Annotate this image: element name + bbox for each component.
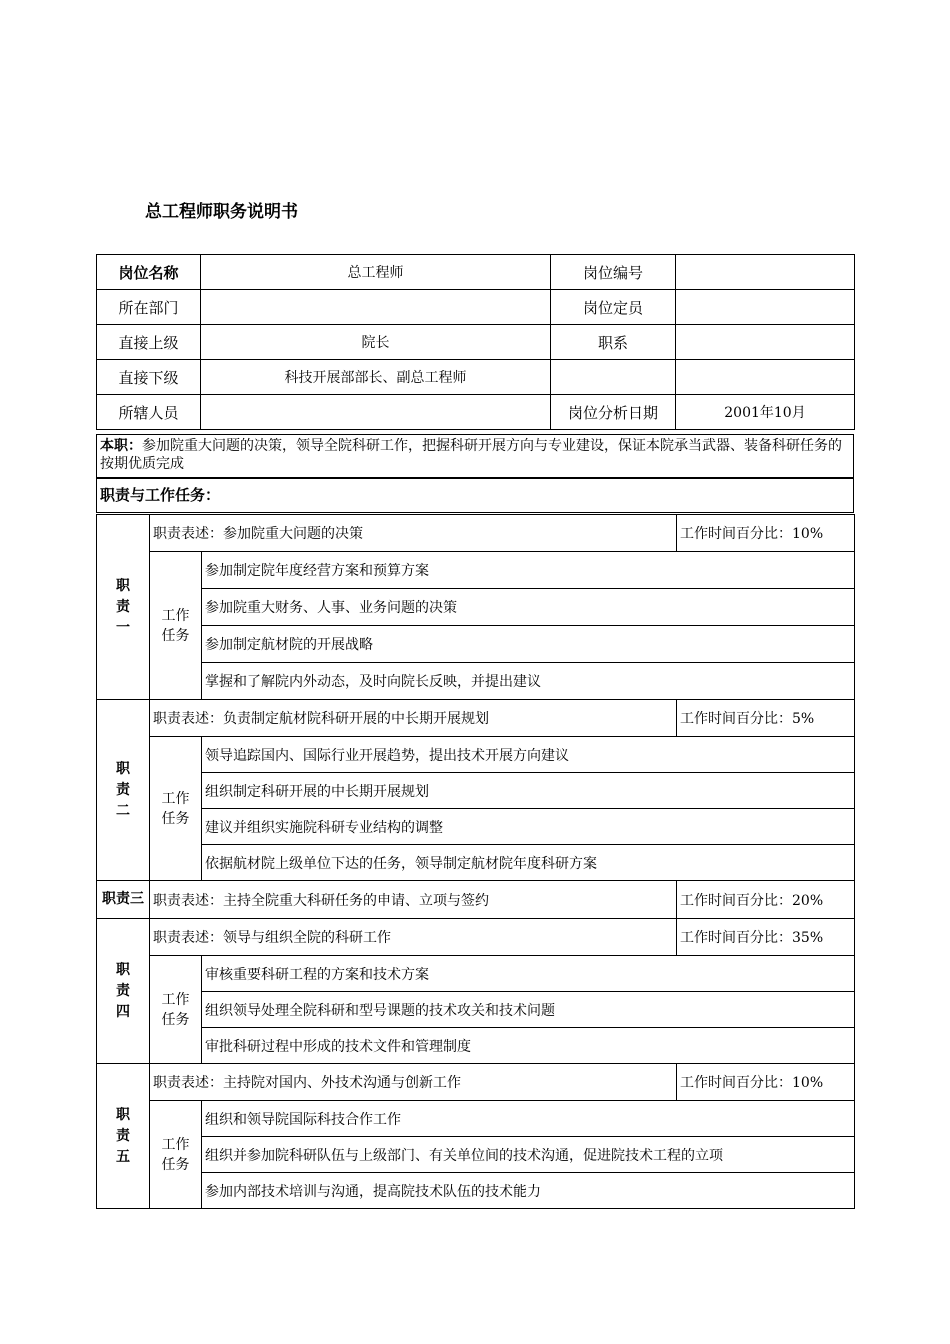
label-superior: 直接上级 — [97, 325, 201, 360]
value-subordinates: 科技开展部部长、副总工程师 — [201, 360, 551, 395]
duty-1-task-label: 工作 任务 — [150, 552, 202, 700]
table-row — [97, 809, 855, 845]
duty-1-task: 参加制定航材院的开展战略 — [202, 626, 855, 663]
table-row — [97, 395, 855, 430]
duty-4-description: 职责表述：领导与组织全院的科研工作 — [150, 919, 677, 956]
table-row — [97, 773, 855, 809]
duty-5-task: 组织和领导院国际科技合作工作 — [202, 1101, 855, 1137]
duty-2-task: 领导追踪国内、国际行业开展趋势，提出技术开展方向建议 — [202, 737, 855, 773]
label-empty — [551, 360, 676, 395]
duty-4-task: 组织领导处理全院科研和型号课题的技术攻关和技术问题 — [202, 992, 855, 1028]
value-job-family — [676, 325, 855, 360]
table-row — [97, 1028, 855, 1064]
table-row — [97, 515, 855, 552]
info-table — [96, 254, 854, 430]
table-row — [97, 737, 855, 773]
table-row — [97, 992, 855, 1028]
label-analysis-date: 岗位分析日期 — [551, 395, 676, 430]
duty-4-percentage: 工作时间百分比：35% — [677, 919, 855, 956]
duty-1-task: 掌握和了解院内外动态，及时向院长反映，并提出建议 — [202, 663, 855, 700]
duty-4-label: 职 责 四 — [97, 919, 150, 1064]
value-position-name: 总工程师 — [201, 255, 551, 290]
duty-4-task-label: 工作 任务 — [150, 956, 202, 1064]
label-subordinates: 直接下级 — [97, 360, 201, 395]
table-row — [97, 1137, 855, 1173]
duty-3-description: 职责表述：主持全院重大科研任务的申请、立项与签约 — [150, 881, 677, 919]
table-row — [97, 325, 855, 360]
duty-5-task-label: 工作 任务 — [150, 1101, 202, 1209]
value-headcount — [676, 290, 855, 325]
value-department — [201, 290, 551, 325]
page-title: 总工程师职务说明书 — [145, 202, 298, 222]
duty-2-percentage: 工作时间百分比：5% — [677, 700, 855, 737]
table-row — [97, 290, 855, 325]
duty-1-percentage: 工作时间百分比：10% — [677, 515, 855, 552]
duty-2-task: 建议并组织实施院科研专业结构的调整 — [202, 809, 855, 845]
label-headcount: 岗位定员 — [551, 290, 676, 325]
duty-4-task: 审核重要科研工程的方案和技术方案 — [202, 956, 855, 992]
duty-3-percentage: 工作时间百分比：20% — [677, 881, 855, 919]
table-row — [97, 626, 855, 663]
duty-4-task: 审批科研过程中形成的技术文件和管理制度 — [202, 1028, 855, 1064]
duty-1-task: 参加制定院年度经营方案和预算方案 — [202, 552, 855, 589]
table-row — [97, 881, 855, 919]
value-superior: 院长 — [201, 325, 551, 360]
summary-text: 参加院重大问题的决策，领导全院科研工作，把握科研开展方向与专业建设，保证本院承当武器、装备科研任务的按期优质完成 — [100, 438, 842, 472]
duty-5-label: 职 责 五 — [97, 1064, 150, 1209]
duty-1-task: 参加院重大财务、人事、业务问题的决策 — [202, 589, 855, 626]
value-staff — [201, 395, 551, 430]
table-row — [97, 255, 855, 290]
table-row — [97, 1173, 855, 1209]
summary-label: 本职： — [100, 438, 142, 454]
table-row — [97, 552, 855, 589]
table-row — [97, 589, 855, 626]
duty-2-label: 职 责 二 — [97, 700, 150, 881]
job-summary — [96, 434, 854, 478]
label-staff: 所辖人员 — [97, 395, 201, 430]
duty-5-task: 参加内部技术培训与沟通，提高院技术队伍的技术能力 — [202, 1173, 855, 1209]
table-row — [97, 845, 855, 881]
duty-3-label: 职责三 — [97, 881, 150, 919]
table-row — [97, 663, 855, 700]
value-position-code — [676, 255, 855, 290]
table-row — [97, 1064, 855, 1101]
label-department: 所在部门 — [97, 290, 201, 325]
duty-2-task: 依据航材院上级单位下达的任务，领导制定航材院年度科研方案 — [202, 845, 855, 881]
duty-5-description: 职责表述：主持院对国内、外技术沟通与创新工作 — [150, 1064, 677, 1101]
table-row — [97, 956, 855, 992]
duties-heading: 职责与工作任务： — [96, 478, 854, 513]
label-job-family: 职系 — [551, 325, 676, 360]
duty-2-task: 组织制定科研开展的中长期开展规划 — [202, 773, 855, 809]
value-empty — [676, 360, 855, 395]
table-row — [97, 700, 855, 737]
table-row — [97, 919, 855, 956]
duty-2-task-label: 工作 任务 — [150, 737, 202, 881]
duty-5-percentage: 工作时间百分比：10% — [677, 1064, 855, 1101]
table-row — [97, 360, 855, 395]
duty-2-description: 职责表述：负责制定航材院科研开展的中长期开展规划 — [150, 700, 677, 737]
label-position-name: 岗位名称 — [97, 255, 201, 290]
duty-5-task: 组织并参加院科研队伍与上级部门、有关单位间的技术沟通，促进院技术工程的立项 — [202, 1137, 855, 1173]
duties-table — [96, 514, 854, 1209]
table-row — [97, 1101, 855, 1137]
value-analysis-date: 2001年10月 — [676, 395, 855, 430]
duty-1-description: 职责表述：参加院重大问题的决策 — [150, 515, 677, 552]
duty-1-label: 职 责 一 — [97, 515, 150, 700]
label-position-code: 岗位编号 — [551, 255, 676, 290]
